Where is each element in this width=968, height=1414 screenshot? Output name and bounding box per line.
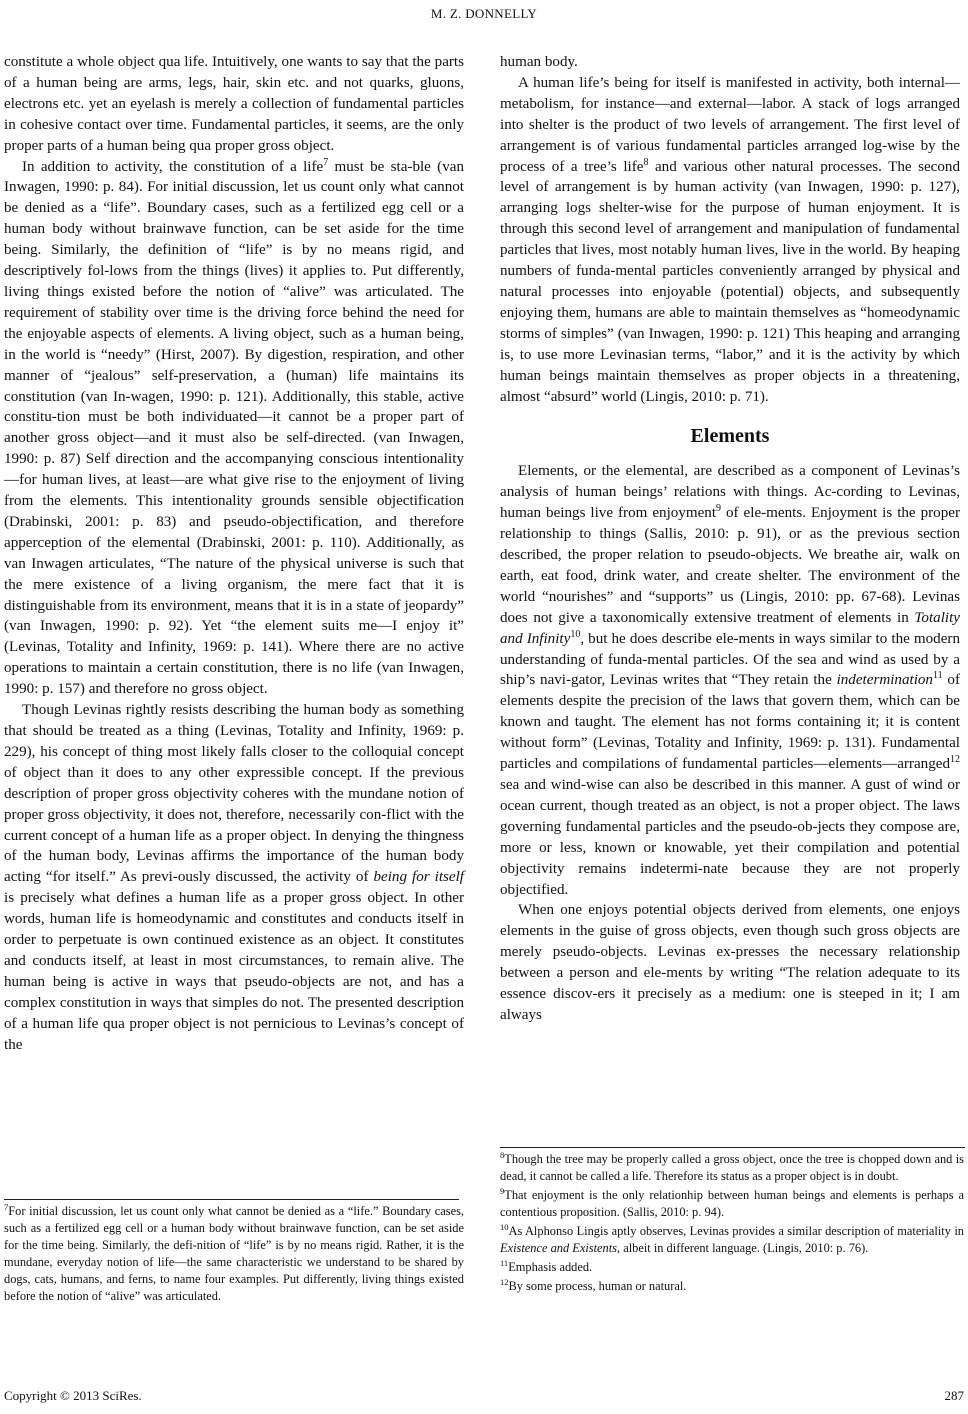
footnote-rule xyxy=(500,1147,965,1148)
paragraph: When one enjoys potential objects derived from elements, one enjoys elements in the guise of gross objects, even though such gross objects are merely pseudo-objects. Levinas ex-presses the necessary relationship between a person and ele-ments by writing “The relation adequate to its essence discov-ers it precisely as a medium: one is steeped in it; I am always xyxy=(500,902,960,1023)
right-footnotes xyxy=(500,1151,964,1297)
copyright-notice: Copyright © 2013 SciRes. xyxy=(4,1388,142,1403)
paragraph: constitute a whole object qua life. Intuitively, one wants to say that the parts of a human being are arms, legs, hair, skin etc. and not quarks, gluons, electrons etc. yet an eyelash is merely a collection of fundamental particles in cohesive contact over time. Fundamental particles, it seems, are the only proper parts of a human being qua proper gross object. xyxy=(4,54,464,154)
right-column xyxy=(500,52,960,1026)
section-title: Elements xyxy=(690,425,770,448)
footnote-10: $^{10}$As Alphonso Lingis aptly observes, Levinas provides a similar description of materiality in Existence and Existents, albeit in different language. (Lingis, 2010: p. 76). xyxy=(500,1221,964,1255)
paragraph: In addition to activity, the constitution of a life$^7$ must be sta-ble (van Inwagen, 1990: p. 84). For initial discussion, let us count only what cannot be denied as a “life”. Boundary cases, such as a fertilized egg cell or a human body without brainwave function, can be set aside for the time being. Similarly, the definition of “life” is by no means rigid, and descriptively fol-lows from the things (lives) it applies to. Put differently, living things existed before the notion of “alive” was articulated. The requirement of stability over time is the driving force behind the need for the enjoyable aspects of elements. A living object, such as a human being, in the world is “needy” (Hirst, 2007). By digestion, respiration, and other manner of “jealous” self-preservation, a (human) life maintains its constitution (van In-wagen, 1990: p. 121). Additionally, this stable, active constitu-tion must be both individuated—it cannot be a proper part of another gross object—and it must also be self-directed. (van Inwagen, 1990: p. 87) Self direction and the accompanying conscious intentionality—for human lives, at least—are what give rise to the enjoyment of living from the elements. This intentionality grounds sensible objectification (Drabinski, 2001: p. 83) and pseudo-objectification, and therefore apperception of the elemental (Drabinski, 2001: p. 110). Additionally, as van Inwagen articulates, “The nature of the physical universe is such that the mere existence of a living organism, the mere fact that it is distinguishable from its environment, means that it is in a state of jeopardy” (van Inwagen, 1990: p. 92). Yet “the element suits me—I enjoy it” (Levinas, Totality and Infinity, 1969: p. 141). Where there are no active operations to maintain a certain constitution, there is no life (van Inwagen, 1990: p. 157) and therefore no gross object. xyxy=(4,156,464,698)
paragraph: Though Levinas rightly resists describing the human body as something that should be treated as a thing (Levinas, Totality and Infinity, 1969: p. 229), his concept of thing most likely falls closer to the colloquial concept of object than it does to any other expressible concept. If the previous description of proper gross objectivity coheres with the mundane notion of proper gross objectivity, it does not, therefore, necessarily con-flict with the current concept of a human life as a proper object. In denying the thingness of the human body, Levinas affirms the importance of the human body acting “for itself.” As previ-ously discussed, the activity of being for itself is precisely what defines a human life as a proper gross object. In other words, human life is homeodynamic and constitutes and conducts itself in order to perpetuate is own continued existence as an object. It constitutes and conducts itself, at least in most circumstances, to remain alive. The human being is active in ways that pseudo-objects are not, and has a complex constitution in ways that simples do not. The presented description of a human life qua proper object is not pernicious to Levinas’s concept of the xyxy=(4,702,464,1053)
paragraph: Elements, or the elemental, are described as a component of Levinas’s analysis of human beings’ relations with things. Ac-cording to Levinas, human beings live from enjoyment$^9$ of ele-ments. Enjoyment is the proper relationship to things (Sallis, 2010: p. 91), or as the previous section described, the proper relation to pseudo-objects. We breathe air, walk on earth, eat food, drink water, and create shelter. The environment of the world “nourishes” and “supports” us (Lingis, 2010: pp. 67-68). Levinas does not give a taxonomically extensive treatment of elements in Totality and Infinity$^{10}$, but he does describe ele-ments in ways similar to the modern understanding of funda-mental particles. Of the sea and wind as used by a ship’s navi-gator, Levinas writes that “They retain the indetermination$^{11}$ of elements despite the precision of the laws that govern them, which can be known and taught. The element has not forms containing it; it is content without form” (Levinas, Totality and Infinity, 1969: p. 131). Fundamental particles and compilations of fundamental particles—elements—arranged$^{12}$ sea and wind-wise can also be described in this manner. A gust of wind or ocean current, though treated as an object, is not a proper object. The laws governing fundamental particles and the pseudo-ob-jects they compose are, more or less, known or knowable, yet their compilation and potential objectivity remains indetermi-nate because they are not properly objectified. xyxy=(500,463,960,898)
left-column xyxy=(4,52,464,1056)
running-header: M. Z. DONNELLY xyxy=(430,6,538,21)
page-number: 287 xyxy=(944,1388,964,1403)
footnote-11: $^{11}$Emphasis added. xyxy=(500,1257,593,1274)
footnote-9: $^9$That enjoyment is the only relationhip between human beings and elements is perhaps a contentious proposition. (Sallis, 2010: p. 94). xyxy=(500,1185,964,1219)
left-footnotes xyxy=(4,1203,464,1307)
footnote-12: $^{12}$By some process, human or natural. xyxy=(500,1276,687,1293)
footnote-rule xyxy=(4,1199,459,1200)
paragraph: human body. xyxy=(500,54,578,70)
footnote-8: $^8$Though the tree may be properly called a gross object, once the tree is chopped down and is dead, it cannot be called a life. Therefore its status as a proper object is in doubt. xyxy=(500,1149,964,1183)
paragraph: A human life’s being for itself is manifested in activity, both internal—metabolism, for instance—and external—labor. A stack of logs arranged into shelter is the product of two levels of arrangement. The first level of arrangement is of various fundamental particles arranged log-wise by the process of a tree’s life$^8$ and various other natural processes. The second level of arrangement is by human activity (van Inwagen, 1990: p. 127), arranging logs shelter-wise for the purpose of human enjoyment. It is through this second level of arrangement and manipulation of fundamental particles that lives, most notably human lives, live in the world. By heaping numbers of funda-mental particles conveniently arranged by physical and natural processes into enjoyable (potential) objects, and subsequently enjoying them, humans are able to maintain themselves as “homeodynamic storms of simples” (van Inwagen, 1990: p. 121) This heaping and arranging is, to use more Levinasian terms, “labor,” and it is the activity by which human beings maintain themselves as proper objects in a threatening, almost “absurd” world (Lingis, 2010: p. 71). xyxy=(500,74,961,405)
footnote-7: $^7$For initial discussion, let us count only what cannot be denied as a “life.” Boundary cases, such as a fertilized egg cell or a human body without brainwave function, can be set aside for the time being. Similarly, the defi-nition of “life” is by no means rigid. Rather, it is the mundane, everyday notion of life—the same characteristic we understand to be shared by dogs, cats, humans, and ferns, to name four examples. Put differently, living things existed before the notion of “alive” was articulated. xyxy=(4,1201,464,1303)
